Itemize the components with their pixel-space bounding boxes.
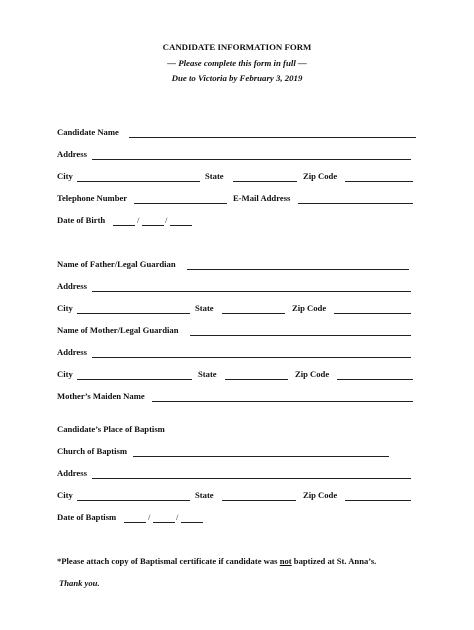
candidate-dob-day-field[interactable] (142, 215, 164, 226)
baptism-city-field[interactable] (77, 490, 190, 501)
baptism-state-field[interactable] (222, 490, 296, 501)
candidate-dob-separator-2: / (165, 215, 168, 225)
note-emphasis: not (279, 556, 292, 566)
baptism-date-day-field[interactable] (153, 512, 175, 523)
note-text-end: baptized at St. Anna’s. (291, 556, 377, 566)
baptism-state-label: State (195, 490, 214, 500)
baptism-address-field[interactable] (92, 468, 411, 479)
father-zip-field[interactable] (334, 303, 411, 314)
note-text-start: *Please attach copy of Baptismal certificate if candidate was (57, 556, 280, 566)
baptism-zip-field[interactable] (345, 490, 411, 501)
father-state-field[interactable] (222, 303, 285, 314)
baptismal-certificate-note (57, 556, 376, 567)
mother-maiden-name-field[interactable] (152, 391, 413, 402)
candidate-city-label: City (57, 171, 73, 181)
candidate-phone-field[interactable] (134, 193, 227, 204)
baptism-section-title: Candidate’s Place of Baptism (57, 424, 165, 434)
father-name-field[interactable] (187, 259, 409, 270)
baptism-date-separator-1: / (148, 512, 151, 522)
mother-state-field[interactable] (225, 369, 288, 380)
mother-name-field[interactable] (190, 325, 411, 336)
father-name-label: Name of Father/Legal Guardian (57, 259, 176, 269)
father-address-label: Address (57, 281, 87, 291)
mother-zip-field[interactable] (337, 369, 413, 380)
mother-city-field[interactable] (77, 369, 192, 380)
candidate-zip-field[interactable] (345, 171, 413, 182)
candidate-phone-label: Telephone Number (57, 193, 128, 203)
form-title: CANDIDATE INFORMATION FORM (162, 42, 312, 52)
mother-city-label: City (57, 369, 73, 379)
candidate-email-field[interactable] (298, 193, 413, 204)
father-state-label: State (195, 303, 214, 313)
father-address-field[interactable] (92, 281, 411, 292)
candidate-dob-month-field[interactable] (113, 215, 135, 226)
candidate-name-label: Candidate Name (57, 127, 119, 137)
candidate-dob-year-field[interactable] (170, 215, 192, 226)
baptism-address-label: Address (57, 468, 87, 478)
father-zip-label: Zip Code (292, 303, 327, 313)
baptism-city-label: City (57, 490, 73, 500)
candidate-address-label: Address (57, 149, 87, 159)
mother-address-field[interactable] (92, 347, 411, 358)
mother-zip-label: Zip Code (295, 369, 330, 379)
father-city-label: City (57, 303, 73, 313)
baptism-church-field[interactable] (133, 446, 389, 457)
candidate-dob-separator-1: / (137, 215, 140, 225)
baptism-date-year-field[interactable] (181, 512, 203, 523)
baptism-date-month-field[interactable] (124, 512, 146, 523)
baptism-church-label: Church of Baptism (57, 446, 128, 456)
candidate-dob-label: Date of Birth (57, 215, 106, 225)
baptism-date-separator-2: / (176, 512, 179, 522)
candidate-state-label: State (205, 171, 224, 181)
candidate-email-label: E-Mail Address (233, 193, 291, 203)
candidate-name-field[interactable] (129, 127, 416, 138)
mother-name-label: Name of Mother/Legal Guardian (57, 325, 179, 335)
mother-state-label: State (198, 369, 217, 379)
candidate-state-field[interactable] (233, 171, 297, 182)
form-due-date: Due to Victoria by February 3, 2019 (171, 73, 303, 83)
candidate-city-field[interactable] (77, 171, 200, 182)
father-city-field[interactable] (77, 303, 190, 314)
thank-you-text: Thank you. (59, 578, 100, 588)
mother-maiden-name-label: Mother’s Maiden Name (57, 391, 145, 401)
candidate-zip-label: Zip Code (303, 171, 338, 181)
form-instruction: — Please complete this form in full — (167, 58, 307, 68)
mother-address-label: Address (57, 347, 87, 357)
baptism-date-label: Date of Baptism (57, 512, 117, 522)
baptism-zip-label: Zip Code (303, 490, 338, 500)
candidate-address-field[interactable] (92, 149, 411, 160)
